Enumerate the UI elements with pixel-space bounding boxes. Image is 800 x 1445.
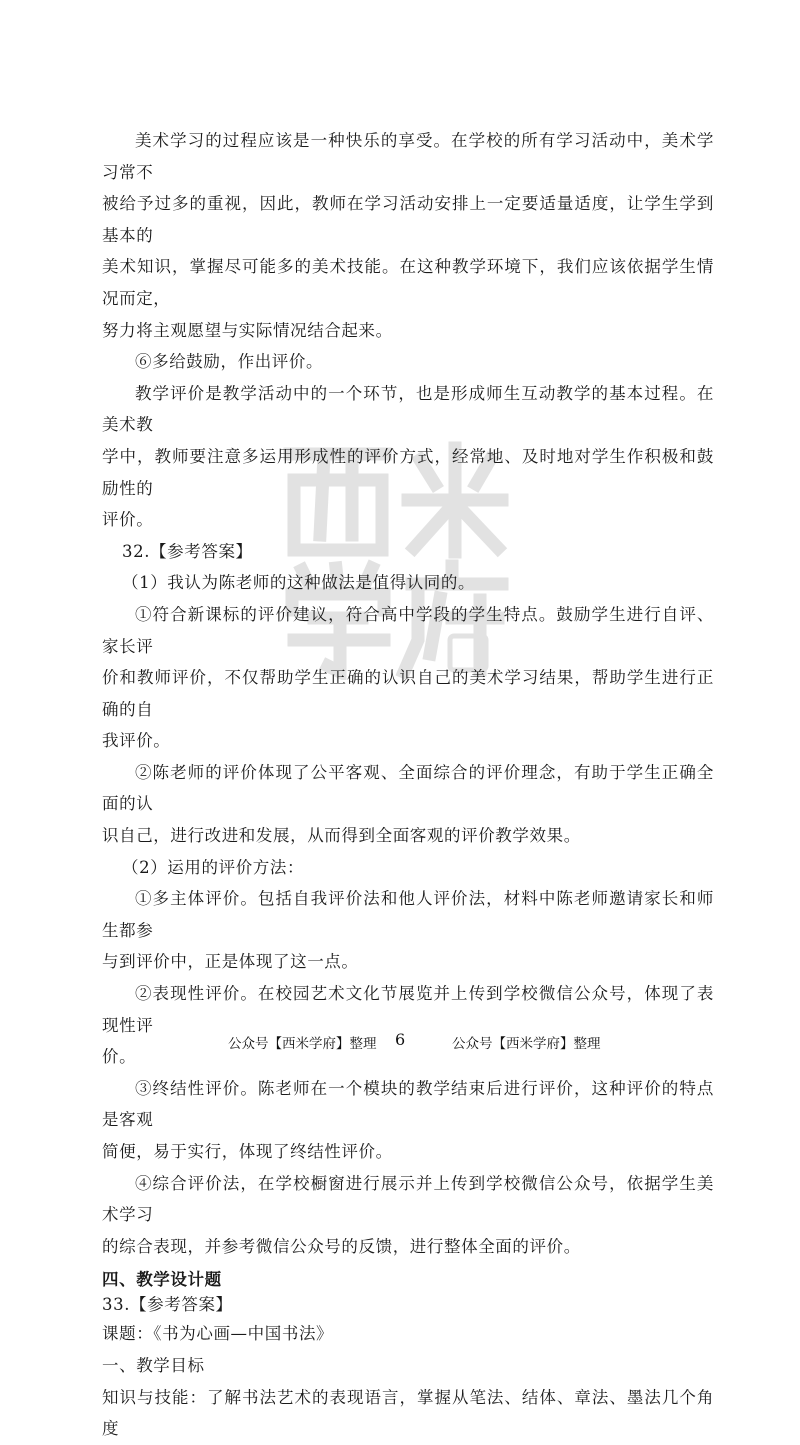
page-number: 6 xyxy=(395,1030,406,1049)
text-line: 价。 xyxy=(102,1047,137,1067)
text-line: （1）我认为陈老师的这种做法是值得认同的。 xyxy=(122,573,476,593)
text-line: 32.【参考答案】 xyxy=(122,541,253,561)
page-footer xyxy=(0,1030,800,1054)
section-heading: 四、教学设计题 xyxy=(102,1270,222,1290)
text-line: 学中，教师要注意多运用形成性的评价方式，经常地、及时地对学生作积极和鼓励性的 xyxy=(102,446,714,498)
text-line: 美术知识，掌握尽可能多的美术技能。在这种教学环境下，我们应该依据学生情况而定， xyxy=(102,257,714,308)
text-line: ③终结性评价。陈老师在一个模块的教学结束后进行评价，这种评价的特点是客观 xyxy=(102,1078,714,1130)
footer-right-text: 公众号【西米学府】整理 xyxy=(452,1036,601,1052)
text-line: 努力将主观愿望与实际情况结合起来。 xyxy=(102,320,393,340)
text-line: ①多主体评价。包括自我评价法和他人评价法，材料中陈老师邀请家长和师生都参 xyxy=(102,889,714,940)
text-line: ②陈老师的评价体现了公平客观、全面综合的评价理念，有助于学生正确全面的认 xyxy=(102,762,714,814)
text-line: ①符合新课标的评价建议，符合高中学段的学生特点。鼓励学生进行自评、家长评 xyxy=(102,604,714,656)
footer-left-text: 公众号【西米学府】整理 xyxy=(228,1036,377,1052)
text-line: 课题：《书为心画—中国书法》 xyxy=(102,1324,334,1344)
text-line: 的综合表现，并参考微信公众号的反馈，进行整体全面的评价。 xyxy=(102,1236,581,1256)
text-line: 一、教学目标 xyxy=(102,1355,205,1375)
text-line: 我评价。 xyxy=(102,731,171,751)
text-line: 价和教师评价，不仅帮助学生正确的认识自己的美术学习结果，帮助学生进行正确的自 xyxy=(102,668,714,719)
text-line: 被给予过多的重视，因此，教师在学习活动安排上一定要适量适度，让学生学到基本的 xyxy=(102,194,714,245)
text-line: （2）运用的评价方法： xyxy=(122,857,305,877)
text-line: ②表现性评价。在校园艺术文化节展览并上传到学校微信公众号，体现了表现性评 xyxy=(102,984,714,1035)
text-line: 简便，易于实行，体现了终结性评价。 xyxy=(102,1142,393,1161)
text-line: 美术学习的过程应该是一种快乐的享受。在学校的所有学习活动中，美术学习常不 xyxy=(102,131,714,182)
text-line: 教学评价是教学活动中的一个环节，也是形成师生互动教学的基本过程。在美术教 xyxy=(102,383,714,435)
document-body xyxy=(102,125,714,1445)
text-line: 识自己，进行改进和发展，从而得到全面客观的评价教学效果。 xyxy=(102,826,581,846)
text-line: ④综合评价法，在学校橱窗进行展示并上传到学校微信公众号，依据学生美术学习 xyxy=(102,1173,714,1225)
text-line: 知识与技能：了解书法艺术的表现语言，掌握从笔法、结体、章法、墨法几个角度 xyxy=(102,1387,714,1439)
text-line: 33.【参考答案】 xyxy=(102,1295,233,1315)
text-line: ⑥多给鼓励，作出评价。 xyxy=(135,352,324,372)
text-line: 与到评价中，正是体现了这一点。 xyxy=(102,952,359,972)
text-line: 评价。 xyxy=(102,510,154,530)
